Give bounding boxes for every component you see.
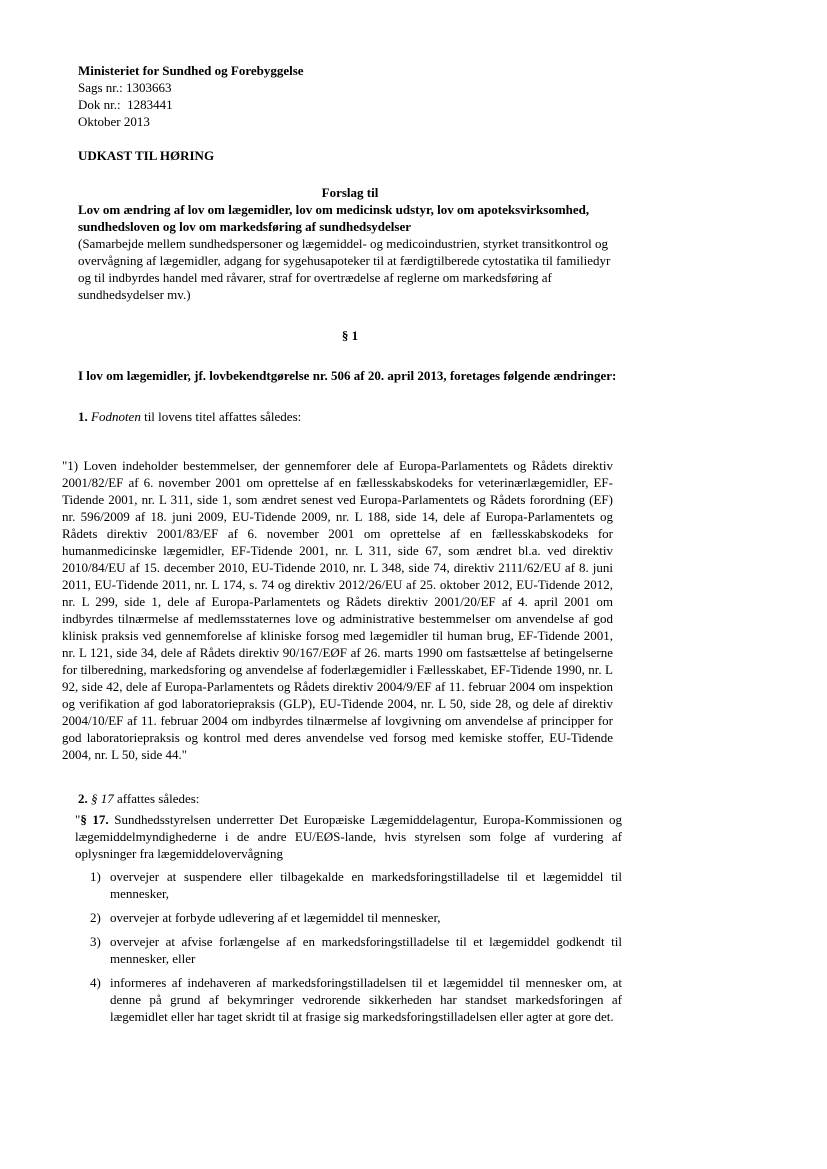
provision-item-3 (78, 933, 622, 967)
amendment-2-lead (78, 790, 622, 807)
item-1-text: overvejer at suspendere eller tilbagekalde en markedsforingstilladelse til et lægemiddel til mennesker, (110, 869, 622, 901)
opening-quote-mark: " (75, 812, 81, 827)
provision-item-2 (78, 909, 622, 926)
section-1-heading: § 1 (341, 328, 359, 343)
case-number-line: Sags nr.: 1303663 (78, 80, 172, 95)
item-3-text: overvejer at afvise forlængelse af en markedsforingstilladelse til et lægemiddel godkendt til mennesker, eller (110, 934, 622, 966)
date-line: Oktober 2013 (78, 114, 150, 129)
item-2-number: 2) (90, 910, 101, 925)
item-4-text: informeres af indehaveren af markedsforingstilladelsen til et lægemiddel til mennesker om, at denne på grund af bekymringer vedrorende sikkerheden har standset markedsforingen af lægemidlet eller har taget skridt til at frasige sig markedsforingstilladelsen eller agter at gore det. (110, 975, 622, 1024)
provision-17-intro: Sundhedsstyrelsen underretter Det Europæiske Lægemiddelagentur, Europa-Kommissionen og lægemiddelmyndighederne i de andre EU/EØS-lande, hvis styrelsen som folge af vurdering af oplysninger fra lægemiddelovervågning (75, 812, 623, 861)
section-1-intro: I lov om lægemidler, jf. lovbekendtgørelse nr. 506 af 20. april 2013, foretages følgende ændringer: (78, 368, 617, 383)
doc-number-line: Dok nr.: 1283441 (78, 97, 173, 112)
provision-item-1 (78, 868, 622, 902)
proposal-heading: Forslag til (321, 185, 379, 200)
law-subtitle: (Samarbejde mellem sundhedspersoner og lægemiddel- og medicoindustrien, styrket transitkontrol og overvågning af lægemidler, adgang for sygehusapoteker til at færdigtilberede cytostatika til familiedyr og til indbyrdes handel med råvarer, straf for overtrædelse af reglerne om markedsføring af sundhedsydelser mv.) (78, 236, 611, 302)
document-content (62, 62, 623, 1032)
item-1-number: 1) (90, 869, 101, 884)
document-header (78, 62, 622, 130)
law-title: Lov om ændring af lov om lægemidler, lov om medicinsk udstyr, lov om apoteksvirksomhed, sundhedsloven og lov om markedsføring af sundhedsydelser (78, 202, 590, 234)
item-4-number: 4) (90, 975, 101, 990)
provision-17-list (78, 868, 622, 1025)
amendment-1-lead-text: til lovens titel affattes således: (140, 409, 302, 424)
amendment-2-number: 2. (78, 791, 88, 806)
item-2-text: overvejer at forbyde udlevering af et lægemiddel til mennesker, (110, 910, 441, 925)
amendment-1-lead (78, 408, 622, 425)
footnote-text: "1) Loven indeholder bestemmelser, der gennemforer dele af Europa-Parlamentets og Rådets direktiv 2001/82/EF af 6. november 2001 om oprettelse af en fællesskabskodeks for veterinærlægemidler, EF-Tidende 2001, nr. L 311, side 1, som ændret senest ved Europa-Parlamentets og Rådets forordning (EF) nr. 596/2009 af 18. juni 2009, EU-Tidende 2009, nr. L 188, side 14, dele af Europa-Parlamentets og Rådets direktiv 2001/83/EF af 6. november 2001 om oprettelse af en fællesskabskodeks for humanmedicinske lægemidler, EF-Tidende 2001, nr. L 311, side 67, som ændret bl.a. ved direktiv 2010/84/EU af 15. december 2010, EU-Tidende 2010, nr. L 348, side 74, direktiv 2111/62/EU af 8. juni 2011, EU-Tidende 2011, nr. L 174, s. 74 og direktiv 2012/26/EU af 25. oktober 2012, EU-Tidende 2012, nr. L 299, side 1, dele af Europa-Parlamentets og Rådets direktiv 2001/20/EF af 4. april 2001 om indbyrdes tilnærmelse af medlemsstaternes love og administrative bestemmelser om anvendelse af god klinisk praksis ved gennemforelse af kliniske forsog med lægemidler til human brug, EF-Tidende 2001, nr. L 121, side 34, dele af Rådets direktiv 90/167/EØF af 26. marts 1990 om fastsættelse af betingelserne for tilberedning, markedsforing og anvendelse af foderlægemidler i Fællesskabet, EF-Tidende 1990, nr. L 92, side 42, dele af Europa-Parlamentets og Rådets direktiv 2004/9/EF af 11. februar 2004 om inspektion og verifikation af god laboratoriepraksis (GLP), EU-Tidende 2004, nr. L 50, side 28, og dele af direktiv 2004/10/EF af 11. februar 2004 om indbyrdes tilnærmelse af lovgivning om anvendelse af principper for god laboratoriepraksis og kontrol med deres anvendelse ved forsog med kemiske stoffer, EU-Tidende 2004, nr. L 50, side 44." (62, 458, 613, 762)
item-3-number: 3) (90, 934, 101, 949)
amendment-1-subject: Fodnoten (91, 409, 141, 424)
provision-item-4 (78, 974, 622, 1025)
ministry-name: Ministeriet for Sundhed og Forebyggelse (78, 63, 304, 78)
draft-heading: UDKAST TIL HØRING (78, 148, 215, 163)
amendment-1-number: 1. (78, 409, 88, 424)
amendment-2-lead-text: affattes således: (113, 791, 200, 806)
amendment-2-subject: § 17 (91, 791, 114, 806)
provision-17-paragraph (75, 811, 622, 862)
provision-17-ref: § 17. (80, 812, 109, 827)
